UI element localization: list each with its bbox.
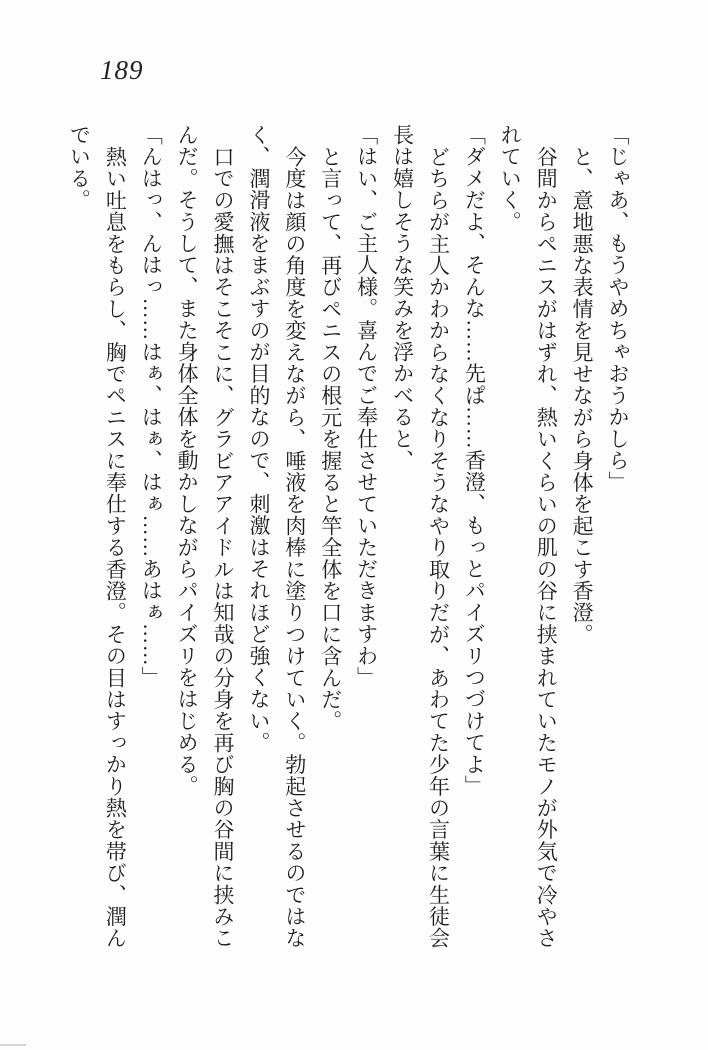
paragraph-narration-7: 熱い吐息をもらし、胸でペニスに奉仕する香澄。その目はすっかり熱を帯び、潤んでいる。 <box>67 124 128 949</box>
paragraph-narration-2: 谷間からペニスがはずれ、熱いくらいの肌の谷に挟まれていたモノが外気で冷やされていく。 <box>498 124 559 949</box>
paragraph-dialogue-4: 「んはっ、んはっ……はぁ、はぁ、はぁ……あはぁ……」 <box>139 124 164 689</box>
paragraph-narration-6: 口での愛撫はそこそこに、グラビアアイドルは知哉の分身を再び胸の谷間に挟みこんだ。そうして、また身体全体を動かしながらパイズリをはじめる。 <box>175 124 236 949</box>
paragraph-narration-1: と、意地悪な表情を見せながら身体を起こす香澄。 <box>570 145 595 645</box>
paragraph-dialogue-1: 「じゃあ、もうやめちゃおうかしら」 <box>606 124 630 493</box>
scan-artifact <box>0 1044 26 1046</box>
paragraph-narration-3: どちらが主人かわからなくなりそうなやり取りだが、あわてた少年の言葉に生徒会長は嬉しそうな笑みを浮かべると、 <box>390 124 451 949</box>
page-number: 189 <box>100 55 144 85</box>
paragraph-narration-4: と言って、再びペニスの根元を握ると竿全体を口に含んだ。 <box>318 145 343 732</box>
paragraph-dialogue-2: 「ダメだよ、そんな……先ぱ……香澄、もっとパイズリつづけてよ」 <box>462 124 487 797</box>
paragraph-dialogue-3: 「はい、ご主人様。喜んでご奉仕させていただきますわ」 <box>354 124 379 689</box>
paragraph-narration-5: 今度は顔の角度を変えながら、唾液を肉棒に塗りつけていく。勃起させるのではなく、潤滑液をまぶすのが目的なので、刺激はそれほど強くない。 <box>246 124 307 949</box>
body-text <box>60 124 635 950</box>
